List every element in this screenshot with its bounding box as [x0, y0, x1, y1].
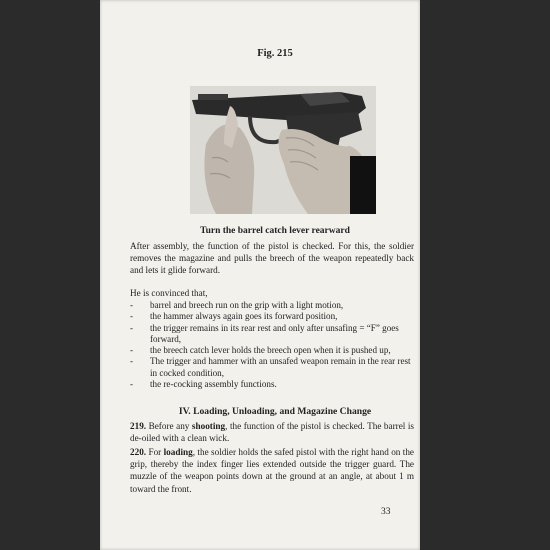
paragraph-bold-word: loading	[163, 447, 193, 457]
list-item-text: The trigger and hammer with an unsafed weapon remain in the rear rest in cocked condition,	[150, 356, 411, 378]
paragraph-text: , the function of the pistol is checked. The barrel is de-oiled with a clean wick.	[130, 421, 414, 444]
check-list	[130, 300, 414, 390]
pistol-photo	[190, 86, 376, 214]
paragraph-function-check: After assembly, the function of the pistol is checked. For this, the soldier removes the magazine and pulls the breech of the weapon repeatedly back and lets it glide forward.	[130, 241, 414, 276]
list-item-text: the trigger remains in its rear rest and only after unsafing = “F” goes forward,	[150, 322, 399, 344]
list-item-text: the hammer always again goes its forward position,	[150, 311, 338, 322]
pistol-hands-illustration	[190, 86, 376, 214]
paragraph-convinced: He is convinced that,	[130, 288, 208, 298]
paragraph-lead: For	[146, 447, 164, 457]
page-number: 33	[381, 507, 391, 517]
list-item: - The trigger and hammer with an unsafed weapon remain in the rear rest in cocked condition,	[130, 356, 411, 378]
paragraph-lead: Before any	[146, 421, 192, 431]
figure-title: Fig. 215	[257, 48, 293, 59]
list-item: - barrel and breech run on the grip with a light motion,	[130, 300, 344, 310]
list-item: - the breech catch lever holds the breech open when it is pushed up,	[130, 345, 391, 356]
paragraph-number: 219.	[130, 421, 147, 431]
paragraph-219	[130, 420, 414, 444]
list-item: - the re-cocking assembly functions.	[130, 379, 277, 390]
figure-caption: Turn the barrel catch lever rearward	[200, 226, 350, 236]
paragraph-220	[130, 446, 414, 495]
list-item-text: the re-cocking assembly functions.	[150, 379, 277, 390]
list-item: - the trigger remains in its rear rest and only after unsafing = “F” goes forward,	[130, 322, 399, 344]
list-item-text: the breech catch lever holds the breech open when it is pushed up,	[150, 345, 391, 356]
paragraph-bold-word: shooting	[191, 421, 226, 431]
paragraph-text: , the soldier holds the safed pistol with the right hand on the grip, thereby the index finger lies extended outside the trigger guard. The muzzle of the weapon points down at the ground at an angle, at about 1 m toward the front.	[130, 447, 415, 494]
paragraph-number: 220.	[130, 447, 147, 457]
list-item: - the hammer always again goes its forward position,	[130, 311, 338, 322]
list-item-text: barrel and breech run on the grip with a light motion,	[150, 300, 344, 310]
section-heading: IV. Loading, Unloading, and Magazine Change	[178, 406, 372, 417]
